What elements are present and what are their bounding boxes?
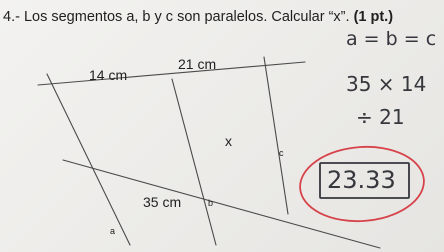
label-a: a	[110, 226, 116, 236]
label-b: b	[208, 198, 214, 208]
parallel-b	[172, 79, 216, 245]
label-21-cm: 21 cm	[178, 56, 217, 72]
problem-points: (1 pt.)	[353, 9, 394, 25]
work-line-multiply: 35 × 14	[346, 72, 427, 96]
work-line-divide: ÷ 21	[356, 105, 405, 129]
parallel-a	[47, 74, 130, 245]
final-answer: 23.33	[327, 166, 396, 194]
problem-text: 4.- Los segmentos a, b y c son paralelos. Calcular “x”.	[3, 9, 350, 25]
label-c: c	[279, 148, 284, 158]
label-35-cm: 35 cm	[143, 194, 182, 210]
parallel-c	[264, 57, 288, 214]
label-x: x	[225, 133, 232, 149]
label-14-cm: 14 cm	[89, 67, 128, 83]
work-line-equal: a = b = c	[346, 28, 437, 50]
